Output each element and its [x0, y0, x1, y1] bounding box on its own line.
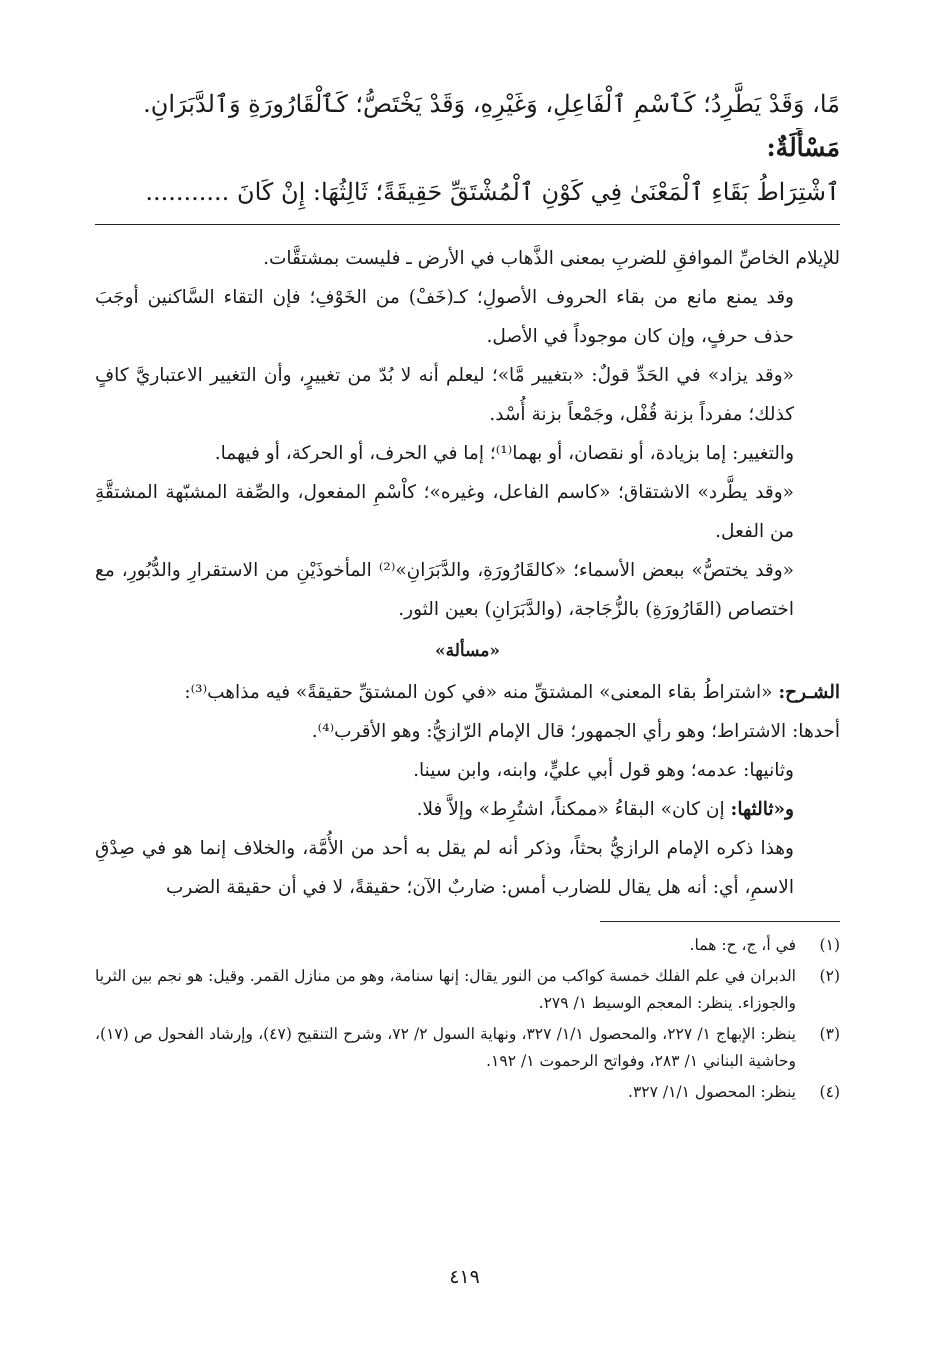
commentary-text: «اشتراطُ بقاء المعنى» المشتقِّ منه «في كون المشتقِّ حقيقةً» فيه مذاهب⁽³⁾: — [184, 682, 773, 703]
matn-text: ٱشْتِرَاطُ بَقَاءِ ٱلْمَعْنَىٰ فِي كَوْنِ ٱلْمُشْتَقِّ حَقِيقَةً؛ ثَالِثُهَا: إِنْ كَانَ — [236, 178, 840, 206]
commentary-paragraph — [95, 790, 840, 829]
commentary-paragraph: وقد يمنع مانع من بقاء الحروف الأصولِ؛ كـ(خَفْ) من الخَوْفِ؛ فإن التقاء السَّاكنين أوجَبَ حذف حرفٍ، وإن كان موجوداً في الأصل. — [95, 287, 794, 347]
sharh-label: الشـرح: — [778, 682, 840, 703]
footnote-number: (٣) — [819, 1025, 840, 1043]
footnote-text: في أ، ج، ح: هما. — [689, 936, 796, 954]
matn-line — [95, 168, 840, 216]
commentary-paragraph: أحدها: الاشتراط؛ وهو رأي الجمهور؛ قال الإمام الرّازيُّ: وهو الأقرب⁽⁴⁾. — [311, 721, 840, 742]
opinion-lead: و«ثالثها: — [730, 799, 794, 820]
commentary-paragraph: وثانيها: عدمه؛ وهو قول أبي عليٍّ، وابنه، وابن سينا. — [413, 760, 794, 781]
section-divider — [95, 224, 840, 225]
footnote-divider — [600, 921, 840, 922]
footnotes — [95, 932, 840, 1106]
footnote — [95, 1021, 840, 1075]
commentary-paragraph: للإيلام الخاصِّ الموافقِ للضربِ بمعنى الذَّهاب في الأرض ـ فليست بمشتقَّات. — [263, 248, 840, 269]
footnote-number: (٢) — [819, 967, 840, 985]
footnote-text: ينظر: الإبهاج ١/ ٢٢٧، والمحصول ١/١/ ٣٢٧، ونهاية السول ٢/ ٧٢، وشرح التنقيح (٤٧)، وإرشاد الفحول ص (١٧)، وحاشية البناني ١/ ٢٨٣، وفواتح الرحموت ١/ ١٩٢. — [95, 1025, 796, 1070]
commentary-paragraph: والتغيير: إما بزيادة، أو نقصان، أو بهما⁽¹⁾؛ إما في الحرف، أو الحركة، أو فيهما. — [214, 443, 794, 464]
footnote — [95, 932, 840, 959]
footnote — [95, 1079, 840, 1106]
commentary-paragraph: «وقد يطَّرد» الاشتقاق؛ «كاسم الفاعل، وغيره»؛ كاْسْمِ المفعول، والصِّفة المشبّهة المشتقَّةِ من الفعل. — [95, 482, 794, 542]
matn-block — [95, 80, 840, 216]
matn-line: مًا، وَقَدْ يَطَّرِدُ؛ كَٱسْمِ ٱلْفَاعِلِ، وَغَيْرِهِ، وَقَدْ يَخْتَصُّ؛ كَٱلْقَارُورَةِ وَٱلدَّبَرَانِ. — [143, 90, 840, 118]
ellipsis-dots: ........... — [145, 178, 230, 206]
page-number: ٤١٩ — [449, 1266, 480, 1288]
commentary-paragraph: وهذا ذكره الإمام الرازيُّ بحثاً، وذكر أنه لم يقل به أحد من الأُمَّة، والخلاف إنما هو في صِدْقِ الاسمِ، أي: أنه هل يقال للضارب أمس: ضاربٌ الآن؛ حقيقةً، لا في أن حقيقة الضرب — [95, 838, 794, 898]
commentary-paragraph — [95, 673, 840, 712]
footnote-number: (٤) — [819, 1083, 840, 1101]
footnote-number: (١) — [819, 936, 840, 954]
masala-heading: مَسْأَلَةٌ: — [766, 133, 840, 162]
footnote-text: ينظر: المحصول ١/١/ ٣٢٧. — [628, 1083, 796, 1101]
footnote — [95, 963, 840, 1017]
footnote-text: الدبران في علم الفلك خمسة كواكب من النور يقال: إنها سنامة، وهو من منازل القمر. وقيل: هو نجم بين الثريا والجوزاء. ينظر: المعجم الوسيط ١/ ٢٧٩. — [95, 967, 796, 1012]
commentary-paragraph: «وقد يختصُّ» ببعض الأسماء؛ «كالقَارُورَةِ، والدَّبَرَانِ»⁽²⁾ المأخوذَيْنِ من الاستقرارِ والدُّبُورِ، مع اختصاص (القَارُورَةِ) بالزُّجَاجة، (والدَّبَرَانِ) بعين الثور. — [95, 560, 794, 620]
book-page — [95, 80, 840, 1110]
masala-subheading: «مسألة» — [435, 641, 500, 661]
commentary-paragraph: «وقد يزاد» في الحَدِّ قولٌ: «بتغيير مَّا»؛ ليعلم أنه لا بُدّ من تغييرٍ، وأن التغيير الاعتباريَّ كافٍ كذلك؛ مفرداً بزنة قُفْل، وجَمْعاً بزنة أُسْد. — [95, 365, 794, 425]
commentary-block — [95, 239, 840, 907]
commentary-text: إن كان» البقاءُ «ممكناً، اشتُرِط» وإلاَّ فلا. — [416, 799, 731, 820]
